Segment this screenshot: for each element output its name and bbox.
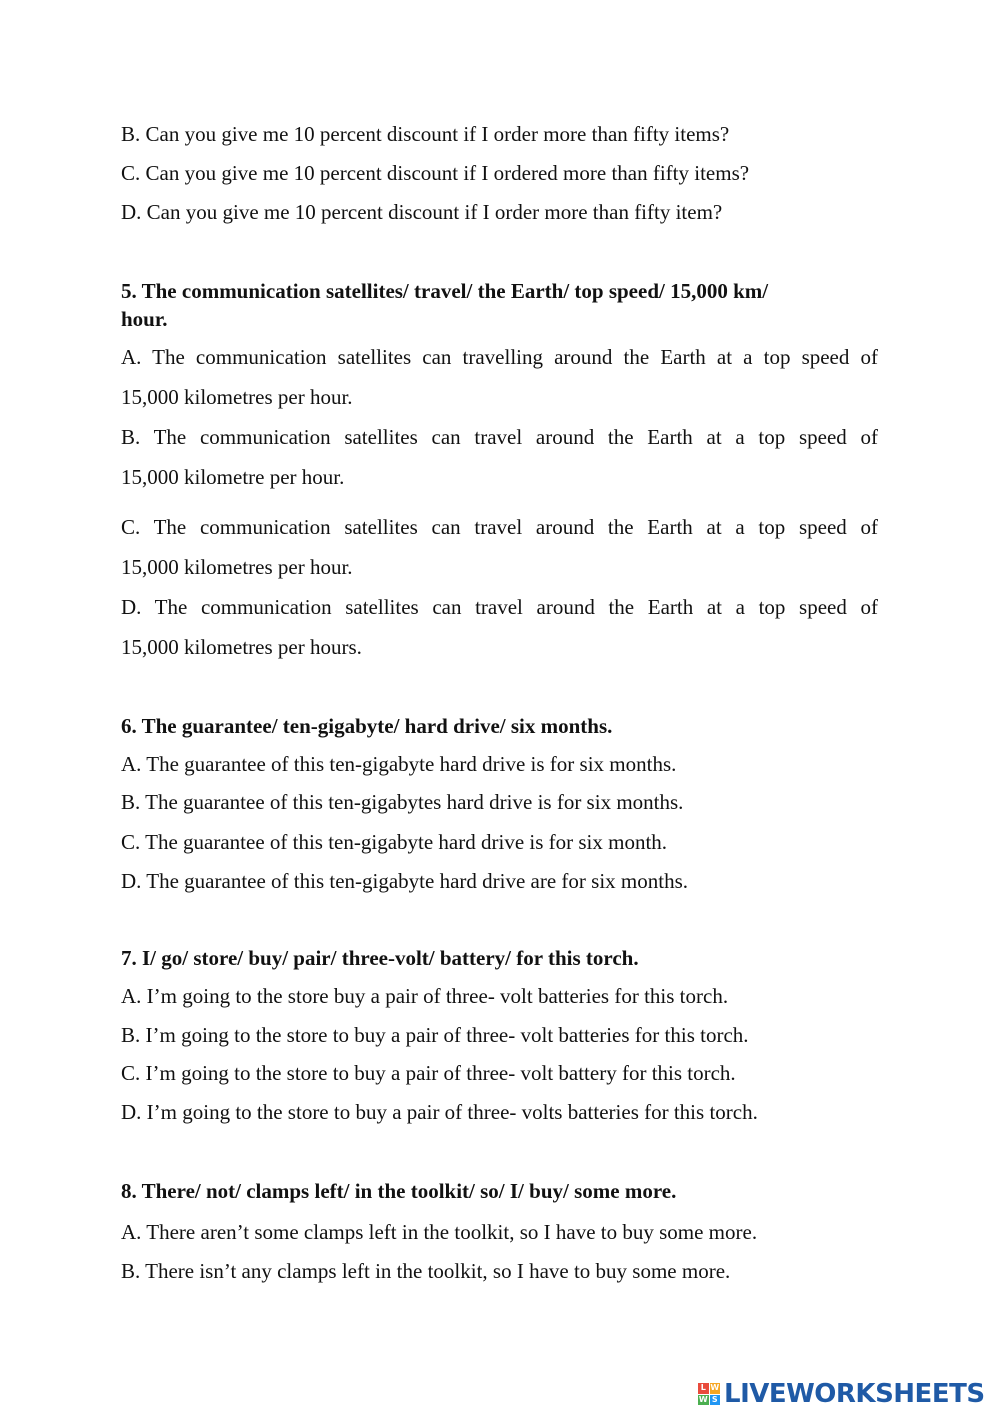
q5-option-a-line2[interactable]: 15,000 kilometres per hour. [121,385,353,409]
q8-option-a[interactable]: A. There aren’t some clamps left in the toolkit, so I have to buy some more. [121,1220,758,1244]
q7-prompt: 7. I/ go/ store/ buy/ pair/ three-volt/ battery/ for this torch. [121,946,639,970]
liveworksheets-logo-icon [698,1383,720,1405]
q4-option-b[interactable]: B. Can you give me 10 percent discount if I order more than fifty items? [121,122,730,146]
q8-prompt: 8. There/ not/ clamps left/ in the toolkit/ so/ I/ buy/ some more. [121,1179,677,1203]
q6-option-a[interactable]: A. The guarantee of this ten-gigabyte hard drive is for six months. [121,752,677,776]
q7-option-d[interactable]: D. I’m going to the store to buy a pair of three- volts batteries for this torch. [121,1100,758,1124]
q7-option-a[interactable]: A. I’m going to the store buy a pair of three- volt batteries for this torch. [121,984,729,1008]
liveworksheets-brand [698,1378,985,1410]
q5-option-d-line1[interactable]: D. The communication satellites can travel around the Earth at a top speed of [121,595,878,619]
q7-option-c[interactable]: C. I’m going to the store to buy a pair of three- volt battery for this torch. [121,1061,736,1085]
logo-cell: W [710,1383,720,1392]
q6-option-b[interactable]: B. The guarantee of this ten-gigabytes hard drive is for six months. [121,790,684,814]
q6-option-c[interactable]: C. The guarantee of this ten-gigabyte hard drive is for six month. [121,830,668,854]
q5-option-b-line2[interactable]: 15,000 kilometre per hour. [121,465,345,489]
q4-option-d[interactable]: D. Can you give me 10 percent discount if I order more than fifty item? [121,200,723,224]
q5-prompt-line1: 5. The communication satellites/ travel/ the Earth/ top speed/ 15,000 km/ [121,279,769,303]
q5-option-c-line2[interactable]: 15,000 kilometres per hour. [121,555,353,579]
liveworksheets-wordmark: LIVEWORKSHEETS [724,1379,985,1409]
logo-cell: L [698,1383,709,1394]
q5-option-c-line1[interactable]: C. The communication satellites can travel around the Earth at a top speed of [121,515,878,539]
q5-option-b-line1[interactable]: B. The communication satellites can travel around the Earth at a top speed of [121,425,878,449]
q8-option-b[interactable]: B. There isn’t any clamps left in the toolkit, so I have to buy some more. [121,1259,731,1283]
q7-option-b[interactable]: B. I’m going to the store to buy a pair of three- volt batteries for this torch. [121,1023,749,1047]
q4-option-c[interactable]: C. Can you give me 10 percent discount if I ordered more than fifty items? [121,161,750,185]
q6-option-d[interactable]: D. The guarantee of this ten-gigabyte hard drive are for six months. [121,869,689,893]
q5-prompt-line2: hour. [121,307,168,331]
logo-cell: S [710,1395,721,1406]
q5-option-d-line2[interactable]: 15,000 kilometres per hours. [121,635,362,659]
logo-cell: W [698,1394,708,1404]
q5-option-a-line1[interactable]: A. The communication satellites can travelling around the Earth at a top speed of [121,345,878,369]
q6-prompt: 6. The guarantee/ ten-gigabyte/ hard drive/ six months. [121,714,613,738]
